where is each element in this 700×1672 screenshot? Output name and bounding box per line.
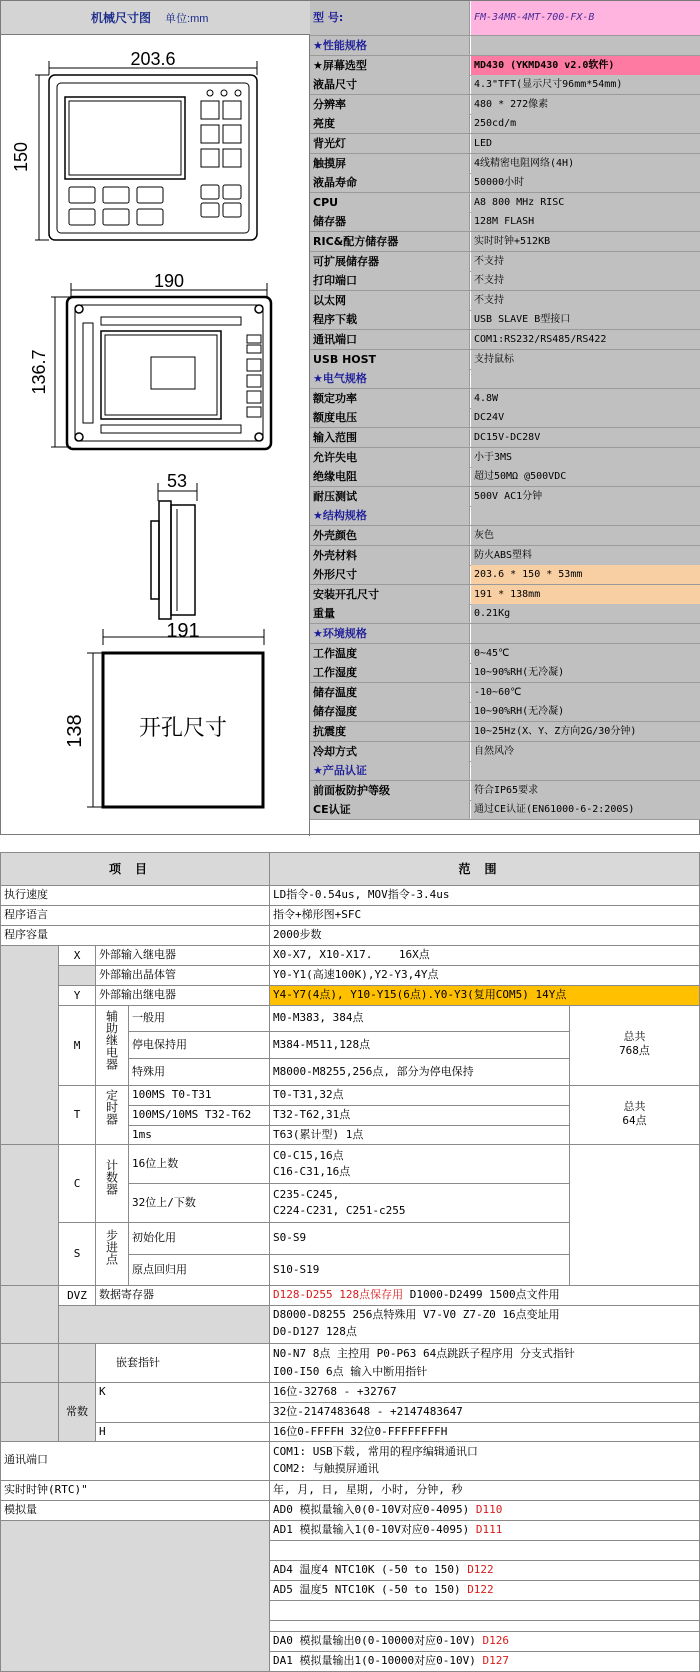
t-vertical-label: 定时器 xyxy=(95,1085,129,1145)
h-code: H xyxy=(95,1422,270,1442)
m-vertical-label: 辅助继电器 xyxy=(95,1005,129,1086)
front-width-label: 203.6 xyxy=(130,49,176,69)
spec-label: 可扩展储存器 xyxy=(310,252,470,271)
spec-value: 480 * 272像素 xyxy=(471,95,700,114)
spec-value xyxy=(471,369,700,388)
spec-row xyxy=(310,271,700,291)
h-value: 16位0-FFFFH 32位0-FFFFFFFFH xyxy=(269,1422,700,1442)
spec-label: 重量 xyxy=(310,604,470,623)
m-special-value: M8000-M8255,256点, 部分为停电保持 xyxy=(269,1058,570,1086)
back-view-drawing xyxy=(29,271,271,449)
spec-value xyxy=(471,36,700,55)
spec-label: ★屏幕选型 xyxy=(310,56,470,75)
spec-row xyxy=(310,546,700,566)
spec-row xyxy=(310,389,700,409)
spec-value: MD430 (YKMD430 v2.0软件) xyxy=(471,56,700,75)
m-code: M xyxy=(58,1005,96,1086)
front-height-label: 150 xyxy=(11,141,31,173)
constants-spacer xyxy=(0,1382,59,1442)
ad4-value: AD4 温度4 NTC10K (-50 to 150) D122 xyxy=(269,1560,700,1581)
spec-label: 输入范围 xyxy=(310,428,470,447)
t3-label: 1ms xyxy=(128,1125,270,1145)
spec-value: FM-34MR-4MT-700-FX-B xyxy=(471,1,700,35)
da0-value: DA0 模拟量输出0(0-10000对应0-10V) D126 xyxy=(269,1631,700,1652)
spec-row xyxy=(310,585,700,605)
comm-port-label: 通讯端口 xyxy=(0,1441,270,1481)
program-language-value: 指令+梯形图+SFC xyxy=(269,905,700,926)
spec-label: 程序下载 xyxy=(310,310,470,329)
spec-label: CPU xyxy=(310,193,470,212)
depth-label: 53 xyxy=(166,471,188,491)
spec-value xyxy=(471,506,700,525)
spec-row xyxy=(310,75,700,95)
dvz-blank xyxy=(58,1305,270,1344)
header-item: 项目 xyxy=(0,852,270,886)
rtc-label: 实时时钟(RTC)" xyxy=(0,1480,270,1501)
y-transistor-label: 外部输出晶体管 xyxy=(95,965,270,986)
spec-row xyxy=(310,526,700,546)
spec-row xyxy=(310,154,700,174)
ad5-value: AD5 温度5 NTC10K (-50 to 150) D122 xyxy=(269,1580,700,1601)
spec-label: 安装开孔尺寸 xyxy=(310,585,470,604)
relay-group-spacer xyxy=(0,945,59,1158)
spec-value: 灰色 xyxy=(471,526,700,545)
spec-row xyxy=(310,36,700,56)
spec-row xyxy=(310,330,700,350)
k-16bit-value: 16位-32768 - +32767 xyxy=(269,1382,700,1403)
spec-value: LED xyxy=(471,134,700,153)
spec-row xyxy=(310,134,700,154)
spec-label: ★环境规格 xyxy=(310,624,470,643)
spec-value: 实时时钟+512KB xyxy=(471,232,700,251)
comm-port-value: COM1: USB下载, 常用的程序编辑通讯口 COM2: 与触摸屏通讯 xyxy=(269,1441,700,1481)
spec-label: 抗震度 xyxy=(310,722,470,741)
back-height-label: 136.7 xyxy=(29,349,49,395)
spec-row xyxy=(310,310,700,330)
t-total: 总共 64点 xyxy=(569,1085,700,1145)
spec-label: 液晶尺寸 xyxy=(310,75,470,94)
spec-row xyxy=(310,369,700,389)
data-register-label: 数据寄存器 xyxy=(95,1285,270,1306)
spec-label: 背光灯 xyxy=(310,134,470,153)
x-label: 外部输入继电器 xyxy=(95,945,270,966)
c2-value: C235-C245, C224-C231, C251-c255 xyxy=(269,1183,570,1223)
spec-value: 203.6 * 150 * 53mm xyxy=(471,565,700,584)
special-register-value: D8000-D8255 256点特殊用 V7-V0 Z7-Z0 16点变址用 D0-D127 128点 xyxy=(269,1305,700,1344)
spec-value: 不支持 xyxy=(471,252,700,271)
mechanical-drawing-panel xyxy=(1,1,310,836)
back-width-label: 190 xyxy=(153,271,185,291)
spec-row xyxy=(310,761,700,781)
spec-row xyxy=(310,467,700,487)
cutout-drawing xyxy=(64,620,264,807)
spec-row xyxy=(310,565,700,585)
s1-label: 初始化用 xyxy=(128,1222,270,1255)
spec-row xyxy=(310,742,700,762)
spec-value: 4线精密电阻网络(4H) xyxy=(471,154,700,173)
side-view-drawing xyxy=(151,471,197,619)
cutout-width-label: 191 xyxy=(166,620,200,642)
spec-value: 4.3"TFT(显示尺寸96mm*54mm) xyxy=(471,75,700,94)
dimension-drawings xyxy=(1,35,310,835)
spec-row xyxy=(310,232,700,252)
spec-row xyxy=(310,722,700,742)
spec-label: RIC&配方储存器 xyxy=(310,232,470,251)
cutout-height-label: 138 xyxy=(64,714,86,748)
k-32bit-value: 32位-2147483648 - +2147483647 xyxy=(269,1402,700,1423)
c-code: C xyxy=(58,1144,96,1223)
spec-value: 不支持 xyxy=(471,291,700,310)
spec-label: 打印端口 xyxy=(310,271,470,290)
spec-table xyxy=(0,0,700,835)
spec-label: USB HOST xyxy=(310,350,470,369)
s2-value: S10-S19 xyxy=(269,1254,570,1286)
spec-row xyxy=(310,350,700,370)
t-code: T xyxy=(58,1085,96,1145)
spec-value: A8 800 MHz RISC xyxy=(471,193,700,212)
spec-label: 触摸屏 xyxy=(310,154,470,173)
m-retentive-label: 停电保持用 xyxy=(128,1031,270,1059)
c1-label: 16位上数 xyxy=(128,1144,270,1184)
spec-value: 128M FLASH xyxy=(471,212,700,231)
spec-value: 通过CE认证(EN61000-6-2:200S) xyxy=(471,800,700,819)
spec-value xyxy=(471,761,700,780)
c1-value: C0-C15,16点 C16-C31,16点 xyxy=(269,1144,570,1184)
spec-value: DC15V-DC28V xyxy=(471,428,700,447)
cutout-label: 开孔尺寸 xyxy=(138,716,228,741)
spec-row xyxy=(310,506,700,526)
spec-value: 250cd/m xyxy=(471,114,700,133)
dvz-spacer xyxy=(0,1285,59,1344)
c2-label: 32位上/下数 xyxy=(128,1183,270,1223)
spec-row xyxy=(310,291,700,311)
constants-label: 常数 xyxy=(58,1382,96,1442)
t1-value: T0-T31,32点 xyxy=(269,1085,570,1106)
m-general-value: M0-M383, 384点 xyxy=(269,1005,570,1032)
spec-label: 耐压测试 xyxy=(310,487,470,506)
spec-label: 储存器 xyxy=(310,212,470,231)
k-code: K xyxy=(95,1382,270,1423)
spec-row xyxy=(310,604,700,624)
spec-label: 外壳材料 xyxy=(310,546,470,565)
spec-row xyxy=(310,702,700,722)
spec-label: ★产品认证 xyxy=(310,761,470,780)
s-vertical-label: 步进点 xyxy=(95,1222,129,1286)
spec-row xyxy=(310,663,700,683)
spec-row xyxy=(310,448,700,468)
spec-row xyxy=(310,173,700,193)
spec-value: 超过50MΩ @500VDC xyxy=(471,467,700,486)
ad0-value: AD0 模拟量输入0(0-10V对应0-4095) D110 xyxy=(269,1500,700,1521)
spec-label: ★电气规格 xyxy=(310,369,470,388)
front-view-drawing xyxy=(11,49,257,240)
analog-blank-1 xyxy=(269,1540,700,1561)
rtc-value: 年, 月, 日, 星期, 小时, 分钟, 秒 xyxy=(269,1480,700,1501)
spec-label: 通讯端口 xyxy=(310,330,470,349)
spec-value: USB SLAVE B型接口 xyxy=(471,310,700,329)
spec-value: 10~90%RH(无冷凝) xyxy=(471,702,700,721)
spec-label: 储存温度 xyxy=(310,683,470,702)
drawing-title: 机械尺寸图 xyxy=(91,11,152,25)
spec-label: 以太网 xyxy=(310,291,470,310)
t2-label: 100MS/10MS T32-T62 xyxy=(128,1105,270,1126)
m-special-label: 特殊用 xyxy=(128,1058,270,1086)
exec-speed-label: 执行速度 xyxy=(0,885,270,906)
spec-label: 前面板防护等级 xyxy=(310,781,470,800)
y-spacer xyxy=(58,965,96,986)
analog-spacer xyxy=(0,1520,270,1672)
spec-label: CE认证 xyxy=(310,800,470,819)
spec-value: 防火ABS塑料 xyxy=(471,546,700,565)
y-relay-label: 外部输出继电器 xyxy=(95,985,270,1006)
spec-row xyxy=(310,252,700,272)
spec-label: 冷却方式 xyxy=(310,742,470,761)
m-retentive-value: M384-M511,128点 xyxy=(269,1031,570,1059)
s-code: S xyxy=(58,1222,96,1286)
spec-row xyxy=(310,193,700,213)
spec-label: ★性能规格 xyxy=(310,36,470,55)
spec-label: 工作温度 xyxy=(310,644,470,663)
spec-label: 允许失电 xyxy=(310,448,470,467)
spec-value: 0.21Kg xyxy=(471,604,700,623)
da1-value: DA1 模拟量输出1(0-10000对应0-10V) D127 xyxy=(269,1651,700,1672)
spec-label: 分辨率 xyxy=(310,95,470,114)
spec-value: 500V AC1分钟 xyxy=(471,487,700,506)
spec-row xyxy=(310,428,700,448)
analog-blank-2 xyxy=(269,1600,700,1621)
y-code: Y xyxy=(58,985,96,1006)
spec-label: 外壳颜色 xyxy=(310,526,470,545)
spec-value: 50000小时 xyxy=(471,173,700,192)
y-transistor-value: Y0-Y1(高速100K),Y2-Y3,4Y点 xyxy=(269,965,700,986)
spec-value: 191 * 138mm xyxy=(471,585,700,604)
spec-label: 额度电压 xyxy=(310,408,470,427)
y-relay-value: Y4-Y7(4点), Y10-Y15(6点).Y0-Y3(复用COM5) 14Y点 xyxy=(269,985,700,1006)
spec-row xyxy=(310,408,700,428)
header-range: 范围 xyxy=(269,852,700,886)
spec-value: 不支持 xyxy=(471,271,700,290)
spec-label: ★结构规格 xyxy=(310,506,470,525)
spec-row xyxy=(310,212,700,232)
spec-row xyxy=(310,800,700,820)
spec-row xyxy=(310,683,700,703)
spec-label: 额定功率 xyxy=(310,389,470,408)
drawing-unit: 单位:mm xyxy=(165,13,209,25)
spec-row xyxy=(310,487,700,507)
x-code: X xyxy=(58,945,96,966)
nesting-pointer-label: 嵌套指针 xyxy=(95,1343,270,1383)
s2-label: 原点回归用 xyxy=(128,1254,270,1286)
m-total: 总共 768点 xyxy=(569,1005,700,1086)
spec-label: 液晶寿命 xyxy=(310,173,470,192)
program-capacity-value: 2000步数 xyxy=(269,925,700,946)
t1-label: 100MS T0-T31 xyxy=(128,1085,270,1106)
spec-row xyxy=(310,114,700,134)
spec-value: COM1:RS232/RS485/RS422 xyxy=(471,330,700,349)
x-value: X0-X7, X10-X17. 16X点 xyxy=(269,945,700,966)
spec-value: 10~90%RH(无冷凝) xyxy=(471,663,700,682)
t3-value: T63(累计型) 1点 xyxy=(269,1125,570,1145)
spec-value: 小于3MS xyxy=(471,448,700,467)
dvz-code: DVZ xyxy=(58,1285,96,1306)
spec-value: 0~45℃ xyxy=(471,644,700,663)
spec-value: DC24V xyxy=(471,408,700,427)
drawing-header xyxy=(1,1,310,35)
spec-row xyxy=(310,56,700,76)
c-vertical-label: 计数器 xyxy=(95,1144,129,1223)
data-register-value: D128-D255 128点保存用 D1000-D2499 1500点文件用 xyxy=(269,1285,700,1306)
spec-row xyxy=(310,1,700,36)
spec-value: -10~60℃ xyxy=(471,683,700,702)
spec-label: 外形尺寸 xyxy=(310,565,470,584)
spec-row xyxy=(310,644,700,664)
spec-row xyxy=(310,781,700,801)
s1-value: S0-S9 xyxy=(269,1222,570,1255)
ad1-value: AD1 模拟量输入1(0-10V对应0-4095) D111 xyxy=(269,1520,700,1541)
analog-label: 模拟量 xyxy=(0,1500,270,1521)
spec-value: 自然风冷 xyxy=(471,742,700,761)
spec-label: 型 号: xyxy=(310,1,470,35)
m-general-label: 一般用 xyxy=(128,1005,270,1032)
spec-value: 10~25Hz(X、Y、Z方向2G/30分钟) xyxy=(471,722,700,741)
program-capacity-label: 程序容量 xyxy=(0,925,270,946)
spec-value: 4.8W xyxy=(471,389,700,408)
spec-label: 绝缘电阻 xyxy=(310,467,470,486)
spec-row xyxy=(310,624,700,644)
counter-group-spacer xyxy=(0,1144,59,1286)
spec-value xyxy=(471,624,700,643)
spec-row xyxy=(310,95,700,115)
nesting-pointer-value: N0-N7 8点 主控用 P0-P63 64点跳跃子程序用 分支式指针 I00-I50 6点 输入中断用指针 xyxy=(269,1343,700,1383)
spec-value: 支持鼠标 xyxy=(471,350,700,369)
cs-blank xyxy=(569,1144,700,1286)
program-language-label: 程序语言 xyxy=(0,905,270,926)
pointer-spacer xyxy=(0,1343,59,1383)
pointer-code-blank xyxy=(58,1343,96,1383)
spec-label: 亮度 xyxy=(310,114,470,133)
spec-value: 符合IP65要求 xyxy=(471,781,700,800)
spec-label: 储存湿度 xyxy=(310,702,470,721)
t2-value: T32-T62,31点 xyxy=(269,1105,570,1126)
spec-label: 工作湿度 xyxy=(310,663,470,682)
exec-speed-value: LD指令-0.54us, MOV指令-3.4us xyxy=(269,885,700,906)
